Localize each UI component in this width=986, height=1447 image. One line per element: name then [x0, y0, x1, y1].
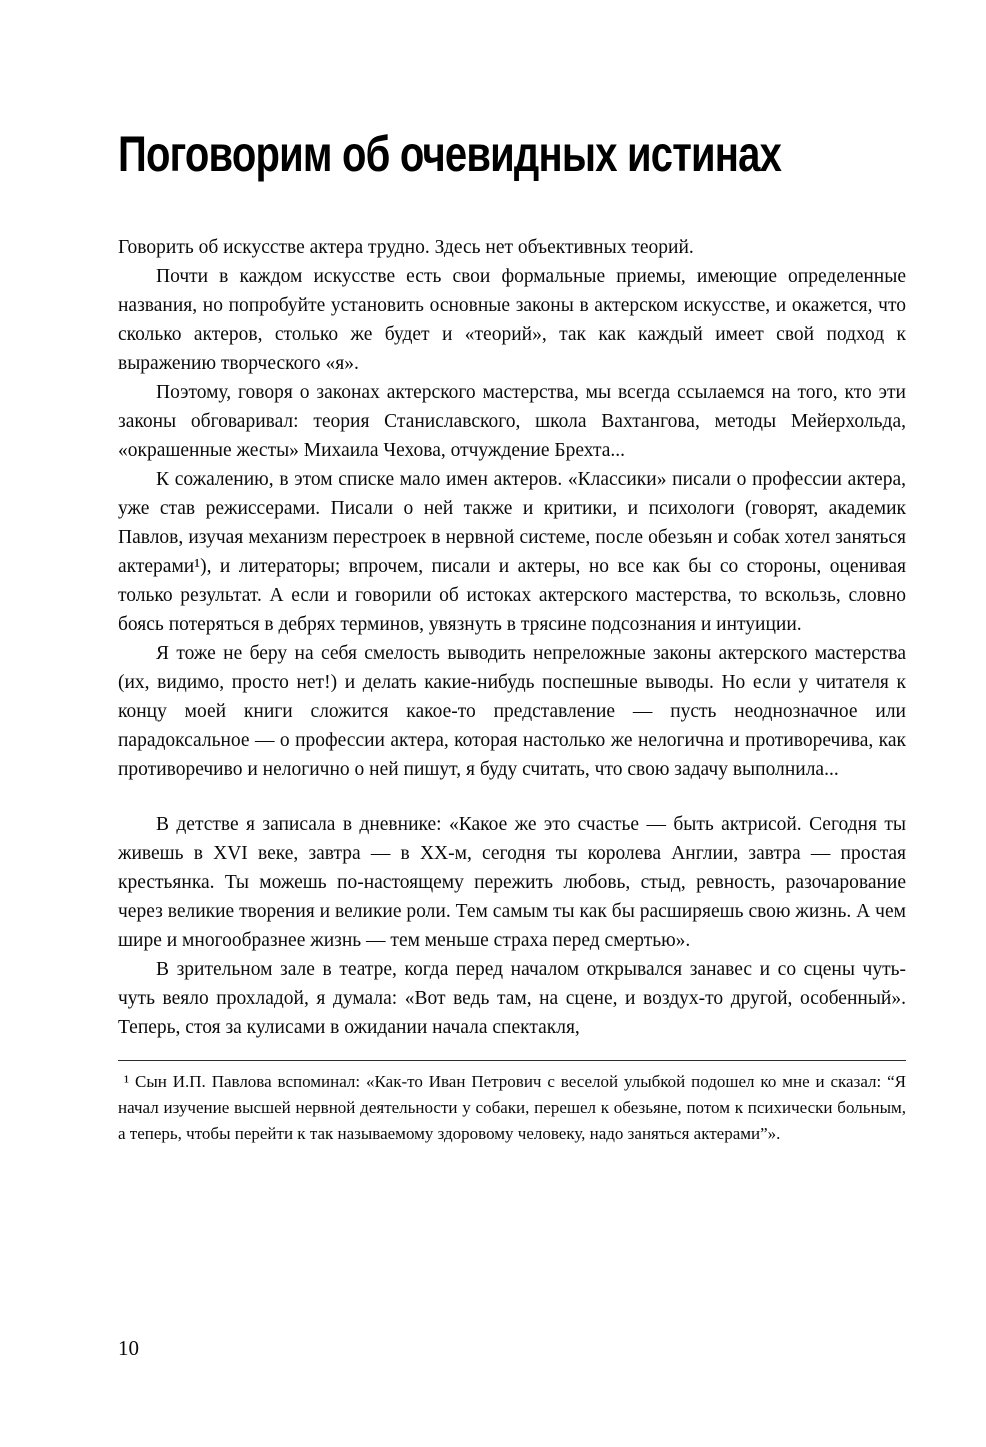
paragraph: Почти в каждом искусстве есть свои формальные приемы, имеющие определенные названия, но попробуйте установить основные законы в актерском искусстве, и окажется, что сколько актеров, столько же будет и «теорий», так как каждый имеет свой подход к выражению творческого «я».	[118, 265, 906, 374]
paragraph: В детстве я записала в дневнике: «Какое же это счастье — быть актрисой. Сегодня ты живешь в XVI веке, завтра — в XX-м, сегодня ты королева Англии, завтра — простая крестьянка. Ты можешь по-настоящему пережить любовь, стыд, ревность, разочарование через великие творения и великие роли. Тем самым ты как бы расширяешь свою жизнь. А чем шире и многообразнее жизнь — тем меньше страха перед смертью».	[118, 813, 906, 951]
body-text	[118, 233, 906, 1042]
paragraph: Я тоже не беру на себя смелость выводить непреложные законы актерского мастерства (их, видимо, просто нет!) и делать какие-нибудь поспешные выводы. Но если у читателя к концу моей книги сложится какое-то представление — пусть неоднозначное или парадоксальное — о профессии актера, которая настолько же нелогична и противоречива, как противоречиво и нелогично о ней пишут, я буду считать, что свою задачу выполнила...	[118, 642, 906, 780]
paragraph: В зрительном зале в театре, когда перед началом открывался занавес и со сцены чуть-чуть веяло прохладой, я думала: «Вот ведь там, на сцене, и воздух-то другой, особенный». Теперь, стоя за кулисами в ожидании начала спектакля,	[118, 958, 906, 1038]
paragraph: Поэтому, говоря о законах актерского мастерства, мы всегда ссылаемся на того, кто эти законы обговаривал: теория Станиславского, школа Вахтангова, методы Мейерхольда, «окрашенные жесты» Михаила Чехова, отчуждение Брехта...	[118, 381, 906, 461]
paragraph: Говорить об искусстве актера трудно. Здесь нет объективных теорий.	[118, 236, 694, 258]
footnote-block	[118, 1060, 906, 1147]
section-break	[118, 784, 906, 810]
footnote-divider	[118, 1060, 906, 1061]
paragraph: К сожалению, в этом списке мало имен актеров. «Классики» писали о профессии актера, уже став режиссерами. Писали о ней также и критики, и психологи (говорят, академик Павлов, изучая механизм перестроек в нервной системе, после обезьян и собак хотел заняться актерами¹), и литераторы; впрочем, писали и актеры, но все как бы со стороны, оценивая только результат. А если и говорили об истоках актерского мастерства, то вскользь, словно боясь потеряться в дебрях терминов, увязнуть в трясине подсознания и интуиции.	[118, 468, 906, 635]
text-block	[118, 128, 906, 1147]
footnote-text: ¹ Сын И.П. Павлова вспоминал: «Как-то Иван Петрович с веселой улыбкой подошел ко мне и сказал: “Я начал изучение высшей нервной деятельности у собаки, перешел к обезьяне, потом к психически больным, а теперь, чтобы перейти к так называемому здоровому человеку, надо заняться актерами”».	[118, 1071, 906, 1143]
chapter-title: Поговорим об очевидных истинах	[118, 126, 782, 182]
page-number: 10	[118, 1336, 139, 1360]
